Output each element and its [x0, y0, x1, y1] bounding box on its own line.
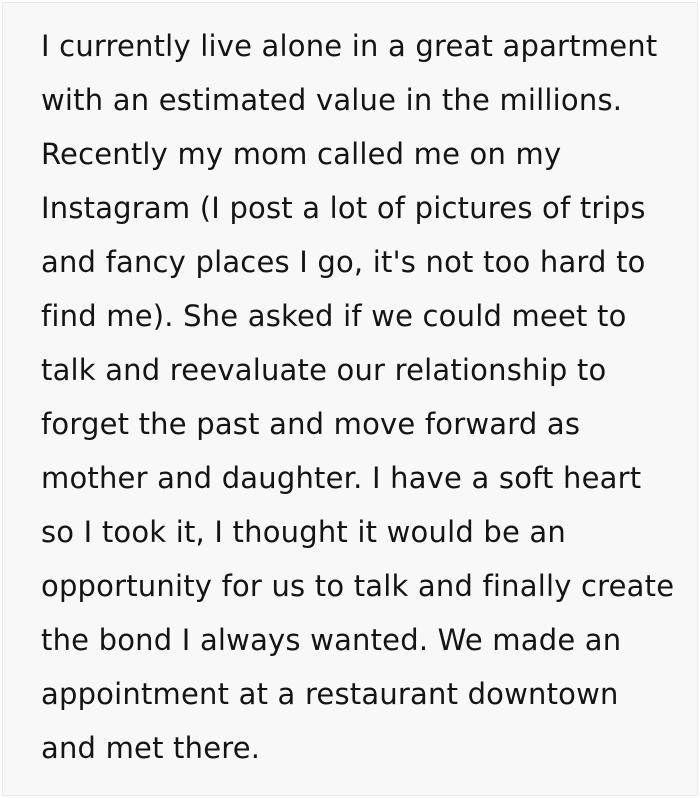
- text-line: so I took it, I thought it would be an: [41, 515, 566, 549]
- text-line: find me). She asked if we could meet to: [41, 299, 627, 333]
- text-line: forget the past and move forward as: [41, 407, 581, 441]
- text-line: appointment at a restaurant downtown: [41, 677, 619, 711]
- post-text: [3, 3, 697, 795]
- post-card: [2, 2, 698, 796]
- text-line: with an estimated value in the millions.: [41, 83, 623, 117]
- text-line: and fancy places I go, it's not too hard to: [41, 245, 646, 279]
- text-line: opportunity for us to talk and finally create: [41, 569, 675, 603]
- text-line: mother and daughter. I have a soft heart: [41, 461, 642, 495]
- text-line: Recently my mom called me on my: [41, 137, 562, 171]
- text-line: and met there.: [41, 731, 261, 765]
- text-line: talk and reevaluate our relationship to: [41, 353, 607, 387]
- text-line: the bond I always wanted. We made an: [41, 623, 622, 657]
- text-line: I currently live alone in a great apartment: [41, 29, 658, 63]
- text-line: Instagram (I post a lot of pictures of trips: [41, 191, 646, 225]
